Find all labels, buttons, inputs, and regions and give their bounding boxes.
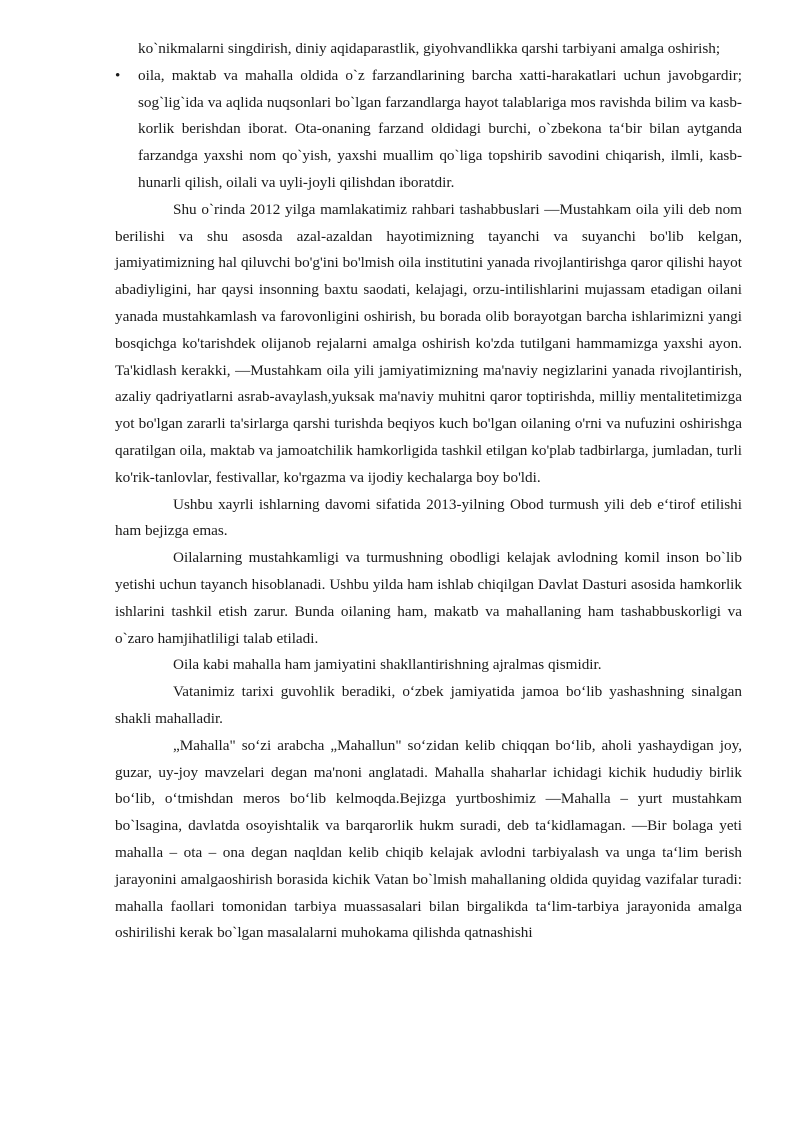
list-item	[115, 63, 742, 197]
continuation-text: ko`nikmalarni singdirish, diniy aqidaparastlik, giyohvandlikka qarshi tarbiyani amalga oshirish;	[138, 40, 721, 57]
paragraph: Oila kabi mahalla ham jamiyatini shakllantirishning ajralmas qismidir.	[173, 656, 602, 674]
paragraph: Vatanimiz tarixi guvohlik beradiki, o‘zbek jamiyatida jamoa bo‘lib yashashning sinalgan shakli mahalladir.	[115, 683, 742, 727]
paragraph: „Mahalla" so‘zi arabcha „Mahallun" so‘zidan kelib chiqqan bo‘lib, aholi yashaydigan joy, guzar, uy-joy mavzelari degan ma'noni anglatadi. Mahalla shaharlar ichidagi kichik hududiy birlik bo‘lib, o‘tmishdan meros bo‘lib kelmoqda.Bejizga yurtboshimiz ―Mahalla – yurt mustahkam bo`lsagina, davlatda osoyishtalik va barqarorlik hukm suradi, deb ta‘kidlamagan. ―Bir bolaga yeti mahalla – ota – ona degan naqldan kelib chiqib kelajak avlodni tarbiyalash va unga ta‘lim berish jarayonini amalgaoshirish borasida kichik Vatan bo`lmish mahallaning oldida quyidag vazifalar turadi: mahalla faollari tomonidan tarbiya muassasalari bilan birgalikda ta‘lim-tarbiya jarayonida amalga oshirilishi kerak bo`lgan masalalarni muhokama qilishda qatnashishi	[115, 736, 742, 942]
document-page	[115, 36, 742, 947]
paragraph: Shu o`rinda 2012 yilga mamlakatimiz rahbari tashabbuslari ―Mustahkam oila yili deb nom berilishi va shu asosda azal-azaldan hayotimizning tayanchi va suyanchi bo'lib kelgan, jamiyatimizning hal qiluvchi bo'g'ini bo'lmish oila institutini yanada rivojlantirishga qaror qilishi hayot abadiyligini, har qaysi insonning baxtu saodati, kelajagi, orzu-intilishlarini mujassam etadigan oilani yanada mustahkamlash va farovonligini oshirish, bu borada olib borayotgan barcha ishlarimizni yangi bosqichga ko'tarishdek olijanob rejalarni amalga oshirish ko'zda tutilgani hammamizga yaxshi ayon. Ta'kidlash kerakki, ―Mustahkam oila yili jamiyatimizning ma'naviy negizlarini yanada rivojlantirish, azaliy qadriyatlarni asrab-avaylash,yuksak ma'naviy muhitni qaror toptirishda, milliy mentalitetimizga yot bo'lgan zararli ta'sirlarga qarshi turishda beqiyos kuch bo'lgan oilaning o'rni va nufuzini oshirishga qaratilgan oila, maktab va jamoatchilik hamkorligida tashkil etilgan ko'plab tadbirlarga, jumladan, turli ko'rik-tanlovlar, festivallar, ko'rgazma va ijodiy kechalarga boy bo'ldi.	[115, 200, 742, 486]
paragraph: Ushbu xayrli ishlarning davomi sifatida 2013-yilning Obod turmush yili deb e‘tirof etilishi ham bejizga emas.	[115, 495, 742, 540]
bullet-text: oila, maktab va mahalla oldida o`z farzandlarining barcha xatti-harakatlari uchun javobgardir; sog`lig`ida va aqlida nuqsonlari bo`lgan farzandlarga hayot talablariga mos ravishda bilim va kasb-korlik berishdan iborat. Ota-onaning farzand oldidagi burchi, o`zbekona ta‘bir bilan aytganda farzandga yaxshi nom qo`yish, yaxshi muallim qo`liga topshirib savodini chiqarish, ilmli, kasb-hunarli qilish, oilali va uyli-joyli qilishdan iboratdir.	[138, 66, 742, 191]
paragraph: Oilalarning mustahkamligi va turmushning obodligi kelajak avlodning komil inson bo`lib yetishi uchun tayanch hisoblanadi. Ushbu yilda ham ishlab chiqilgan Davlat Dasturi asosida hamkorlik ishlarini tashkil etish zarur. Bunda oilaning ham, makatb va mahallaning ham tashabbuskorligi va o`zaro hamjihatliligi talab etiladi.	[115, 549, 742, 647]
bullet-icon: •	[115, 66, 121, 84]
